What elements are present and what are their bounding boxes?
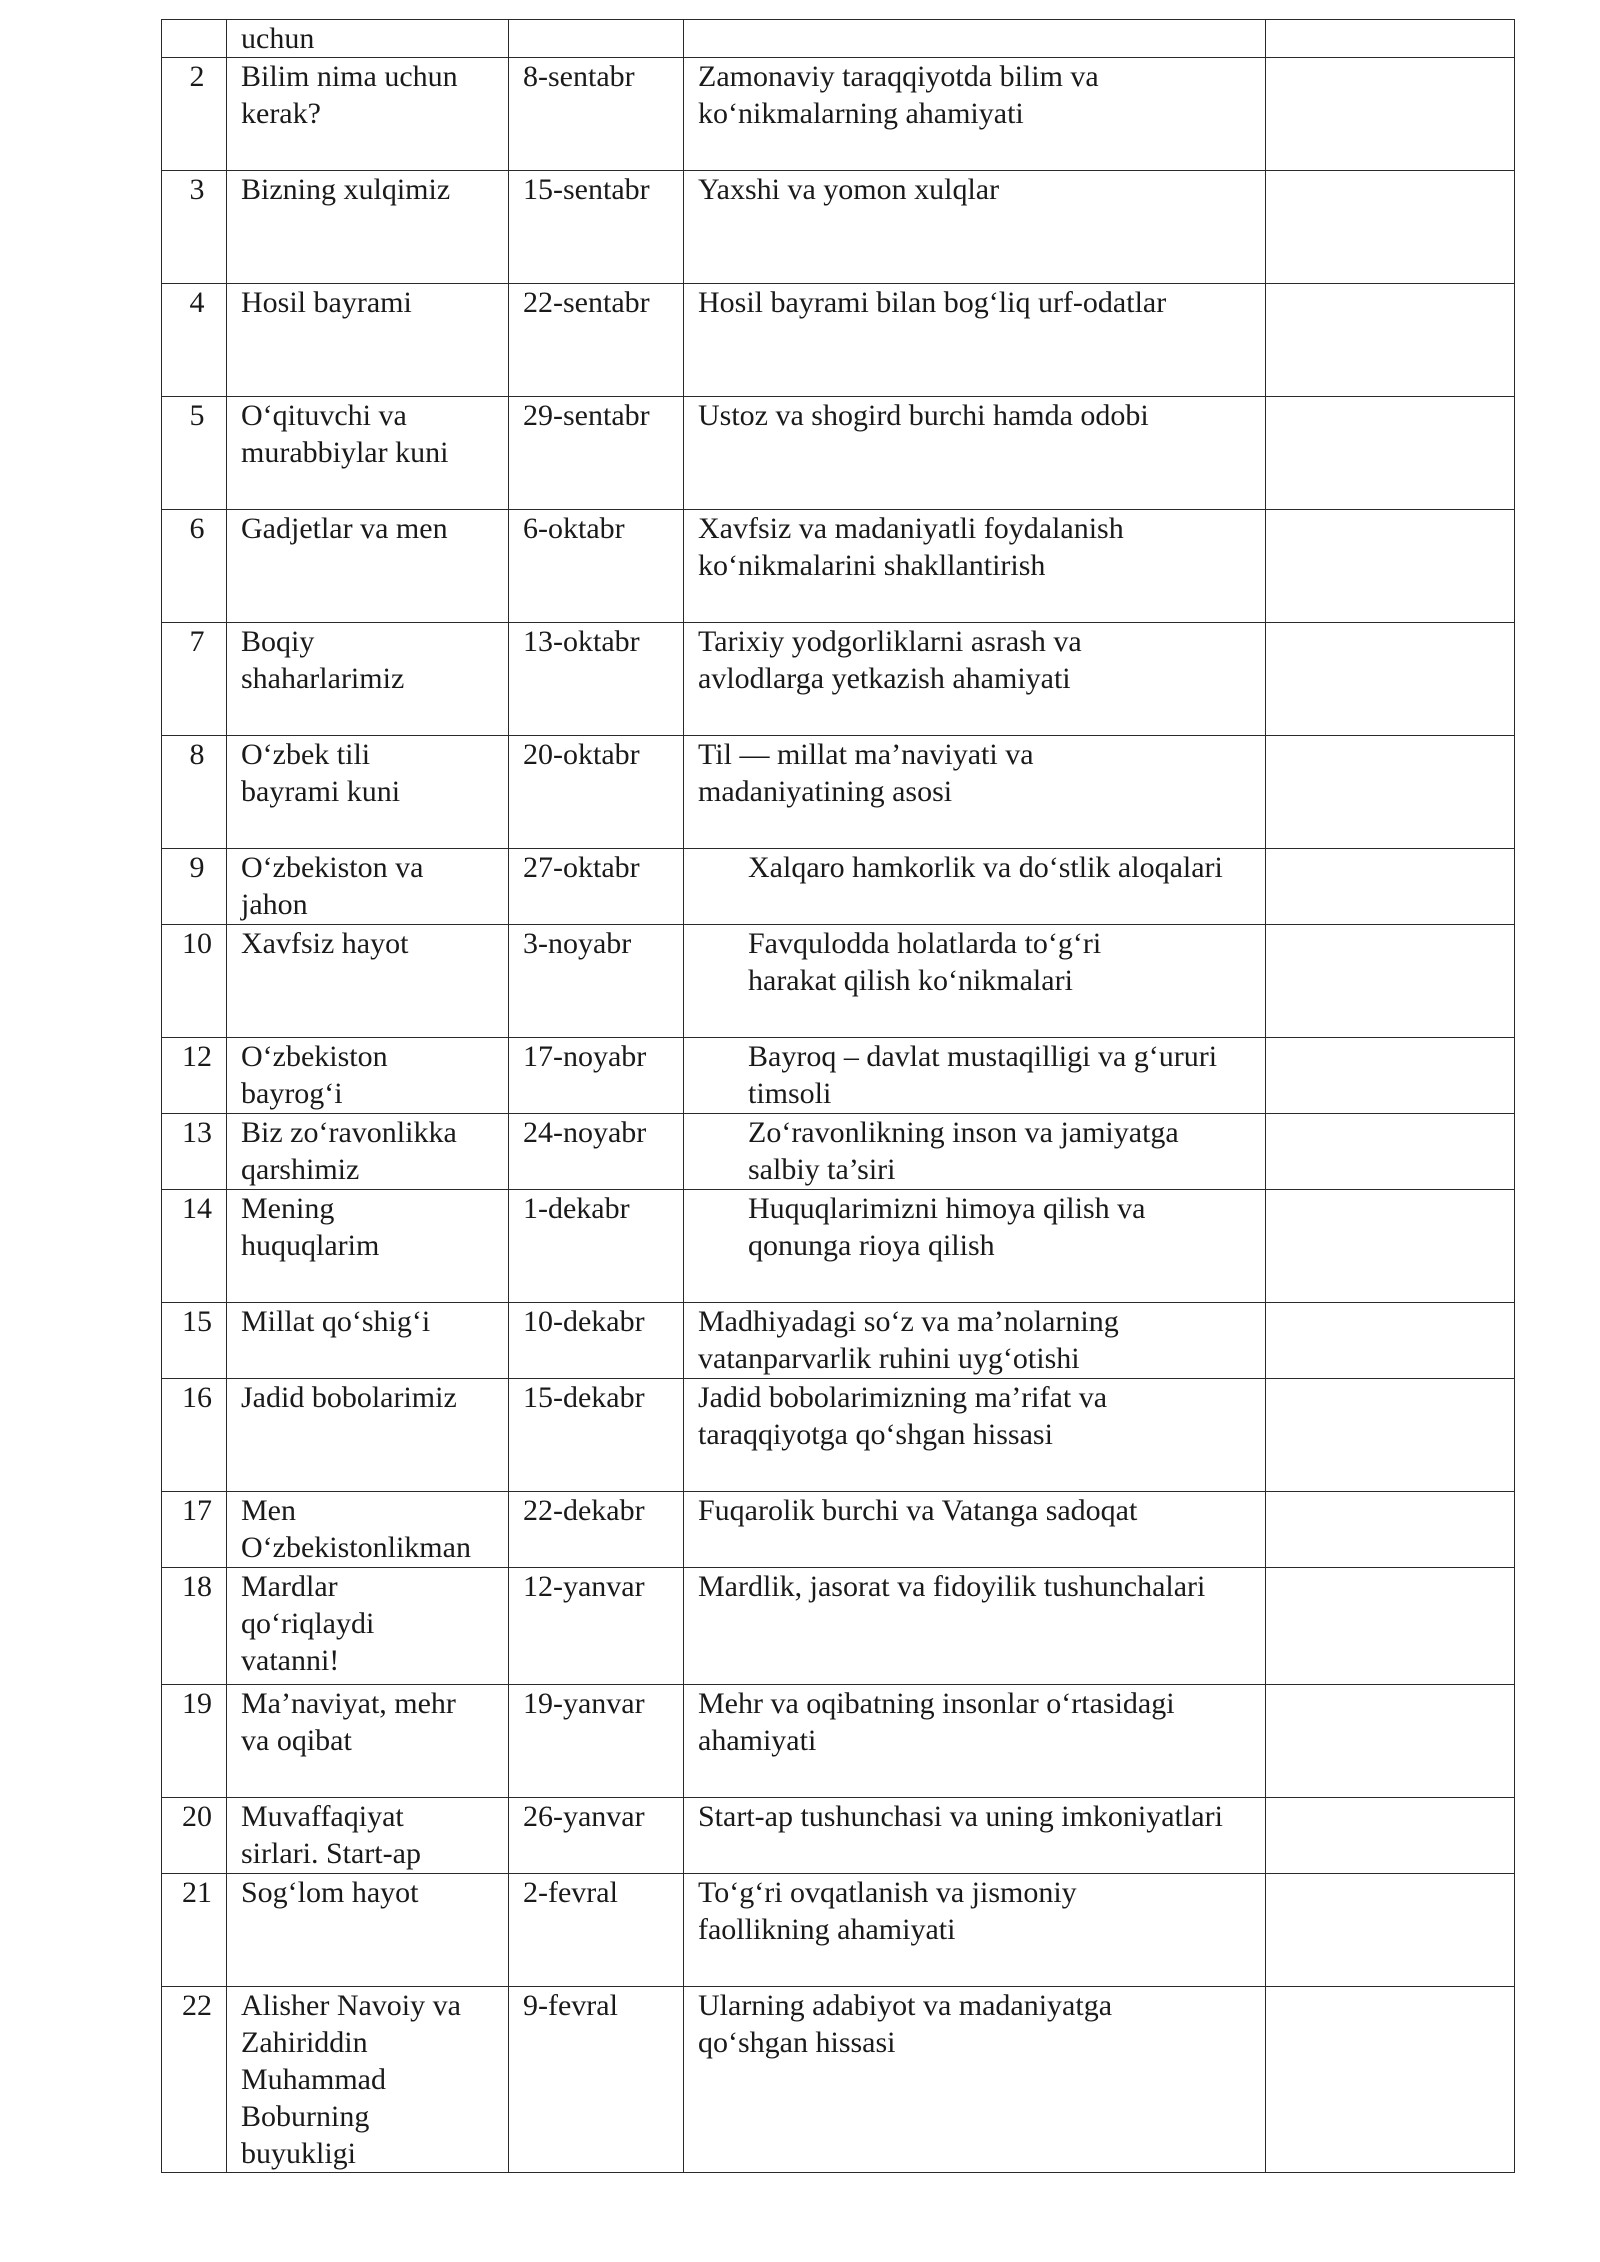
empty-cell bbox=[1266, 284, 1515, 397]
description-cell: Xalqaro hamkorlik va do‘stlik aloqalari bbox=[684, 849, 1266, 925]
table-row bbox=[162, 1379, 1515, 1492]
date-cell: 1-dekabr bbox=[509, 1190, 684, 1303]
date-cell: 27-oktabr bbox=[509, 849, 684, 925]
empty-cell bbox=[1266, 623, 1515, 736]
schedule-table bbox=[161, 19, 1515, 2173]
table-row bbox=[162, 397, 1515, 510]
date-cell bbox=[509, 20, 684, 58]
date-cell: 26-yanvar bbox=[509, 1798, 684, 1874]
empty-cell bbox=[1266, 510, 1515, 623]
empty-cell bbox=[1266, 1303, 1515, 1379]
table-row bbox=[162, 510, 1515, 623]
date-cell: 6-oktabr bbox=[509, 510, 684, 623]
description-cell: Yaxshi va yomon xulqlar bbox=[684, 171, 1266, 284]
date-cell: 2-fevral bbox=[509, 1874, 684, 1987]
description-cell: Jadid bobolarimizning ma’rifat va taraqqiyotga qo‘shgan hissasi bbox=[684, 1379, 1266, 1492]
description-cell: Tarixiy yodgorliklarni asrash va avlodlarga yetkazish ahamiyati bbox=[684, 623, 1266, 736]
date-cell: 19-yanvar bbox=[509, 1685, 684, 1798]
table-row bbox=[162, 1303, 1515, 1379]
topic-cell: Alisher Navoiy va Zahiriddin Muhammad Boburning buyukligi bbox=[227, 1987, 509, 2173]
topic-cell: Ma’naviyat, mehr va oqibat bbox=[227, 1685, 509, 1798]
description-cell: Madhiyadagi so‘z va ma’nolarning vatanparvarlik ruhini uyg‘otishi bbox=[684, 1303, 1266, 1379]
description-cell: Xavfsiz va madaniyatli foydalanish ko‘nikmalarini shakllantirish bbox=[684, 510, 1266, 623]
topic-cell: O‘zbek tili bayrami kuni bbox=[227, 736, 509, 849]
topic-cell: Mardlar qo‘riqlaydi vatanni! bbox=[227, 1568, 509, 1685]
row-number-cell: 18 bbox=[162, 1568, 227, 1685]
description-cell: Fuqarolik burchi va Vatanga sadoqat bbox=[684, 1492, 1266, 1568]
row-number-cell: 6 bbox=[162, 510, 227, 623]
table-row bbox=[162, 1874, 1515, 1987]
empty-cell bbox=[1266, 58, 1515, 171]
empty-cell bbox=[1266, 1038, 1515, 1114]
topic-cell: Hosil bayrami bbox=[227, 284, 509, 397]
row-number-cell: 10 bbox=[162, 925, 227, 1038]
description-cell: Start-ap tushunchasi va uning imkoniyatlari bbox=[684, 1798, 1266, 1874]
description-cell bbox=[684, 20, 1266, 58]
empty-cell bbox=[1266, 171, 1515, 284]
date-cell: 3-noyabr bbox=[509, 925, 684, 1038]
empty-cell bbox=[1266, 1568, 1515, 1685]
row-number-cell: 3 bbox=[162, 171, 227, 284]
row-number-cell: 16 bbox=[162, 1379, 227, 1492]
topic-cell: Mening huquqlarim bbox=[227, 1190, 509, 1303]
description-cell: Til — millat ma’naviyati va madaniyatining asosi bbox=[684, 736, 1266, 849]
topic-cell: Muvaffaqiyat sirlari. Start-ap bbox=[227, 1798, 509, 1874]
row-number-cell: 15 bbox=[162, 1303, 227, 1379]
date-cell: 13-oktabr bbox=[509, 623, 684, 736]
empty-cell bbox=[1266, 1987, 1515, 2173]
row-number-cell bbox=[162, 20, 227, 58]
topic-cell: Jadid bobolarimiz bbox=[227, 1379, 509, 1492]
row-number-cell: 21 bbox=[162, 1874, 227, 1987]
row-number-cell: 19 bbox=[162, 1685, 227, 1798]
table-row bbox=[162, 171, 1515, 284]
date-cell: 22-dekabr bbox=[509, 1492, 684, 1568]
topic-cell: uchun bbox=[227, 20, 509, 58]
topic-cell: O‘zbekiston bayrog‘i bbox=[227, 1038, 509, 1114]
row-number-cell: 12 bbox=[162, 1038, 227, 1114]
date-cell: 24-noyabr bbox=[509, 1114, 684, 1190]
schedule-table-body bbox=[162, 20, 1515, 2173]
empty-cell bbox=[1266, 397, 1515, 510]
topic-cell: Boqiy shaharlarimiz bbox=[227, 623, 509, 736]
table-row bbox=[162, 925, 1515, 1038]
date-cell: 22-sentabr bbox=[509, 284, 684, 397]
date-cell: 15-sentabr bbox=[509, 171, 684, 284]
row-number-cell: 4 bbox=[162, 284, 227, 397]
table-row bbox=[162, 1038, 1515, 1114]
table-row bbox=[162, 623, 1515, 736]
date-cell: 12-yanvar bbox=[509, 1568, 684, 1685]
topic-cell: O‘qituvchi va murabbiylar kuni bbox=[227, 397, 509, 510]
topic-cell: Men O‘zbekistonlikman bbox=[227, 1492, 509, 1568]
description-cell: Ularning adabiyot va madaniyatga qo‘shgan hissasi bbox=[684, 1987, 1266, 2173]
date-cell: 8-sentabr bbox=[509, 58, 684, 171]
empty-cell bbox=[1266, 1492, 1515, 1568]
table-row bbox=[162, 58, 1515, 171]
description-cell: Hosil bayrami bilan bog‘liq urf-odatlar bbox=[684, 284, 1266, 397]
table-row bbox=[162, 284, 1515, 397]
empty-cell bbox=[1266, 1874, 1515, 1987]
empty-cell bbox=[1266, 1114, 1515, 1190]
empty-cell bbox=[1266, 1798, 1515, 1874]
row-number-cell: 13 bbox=[162, 1114, 227, 1190]
row-number-cell: 20 bbox=[162, 1798, 227, 1874]
topic-cell: O‘zbekiston va jahon bbox=[227, 849, 509, 925]
row-number-cell: 14 bbox=[162, 1190, 227, 1303]
row-number-cell: 17 bbox=[162, 1492, 227, 1568]
description-cell: Zamonaviy taraqqiyotda bilim va ko‘nikmalarning ahamiyati bbox=[684, 58, 1266, 171]
table-row bbox=[162, 1190, 1515, 1303]
table-row bbox=[162, 20, 1515, 58]
row-number-cell: 22 bbox=[162, 1987, 227, 2173]
description-cell: Huquqlarimizni himoya qilish va qonunga rioya qilish bbox=[684, 1190, 1266, 1303]
description-cell: Bayroq – davlat mustaqilligi va g‘ururi timsoli bbox=[684, 1038, 1266, 1114]
empty-cell bbox=[1266, 1379, 1515, 1492]
empty-cell bbox=[1266, 925, 1515, 1038]
row-number-cell: 2 bbox=[162, 58, 227, 171]
row-number-cell: 9 bbox=[162, 849, 227, 925]
date-cell: 20-oktabr bbox=[509, 736, 684, 849]
date-cell: 9-fevral bbox=[509, 1987, 684, 2173]
description-cell: To‘g‘ri ovqatlanish va jismoniy faollikning ahamiyati bbox=[684, 1874, 1266, 1987]
description-cell: Zo‘ravonlikning inson va jamiyatga salbiy ta’siri bbox=[684, 1114, 1266, 1190]
topic-cell: Bilim nima uchun kerak? bbox=[227, 58, 509, 171]
empty-cell bbox=[1266, 1685, 1515, 1798]
date-cell: 17-noyabr bbox=[509, 1038, 684, 1114]
row-number-cell: 7 bbox=[162, 623, 227, 736]
topic-cell: Gadjetlar va men bbox=[227, 510, 509, 623]
table-row bbox=[162, 1492, 1515, 1568]
row-number-cell: 5 bbox=[162, 397, 227, 510]
table-row bbox=[162, 1987, 1515, 2173]
table-row bbox=[162, 736, 1515, 849]
description-cell: Ustoz va shogird burchi hamda odobi bbox=[684, 397, 1266, 510]
date-cell: 15-dekabr bbox=[509, 1379, 684, 1492]
topic-cell: Bizning xulqimiz bbox=[227, 171, 509, 284]
topic-cell: Xavfsiz hayot bbox=[227, 925, 509, 1038]
topic-cell: Biz zo‘ravonlikka qarshimiz bbox=[227, 1114, 509, 1190]
date-cell: 10-dekabr bbox=[509, 1303, 684, 1379]
empty-cell bbox=[1266, 20, 1515, 58]
table-row bbox=[162, 1568, 1515, 1685]
empty-cell bbox=[1266, 1190, 1515, 1303]
row-number-cell: 8 bbox=[162, 736, 227, 849]
description-cell: Mehr va oqibatning insonlar o‘rtasidagi ahamiyati bbox=[684, 1685, 1266, 1798]
empty-cell bbox=[1266, 736, 1515, 849]
topic-cell: Sog‘lom hayot bbox=[227, 1874, 509, 1987]
table-row bbox=[162, 1114, 1515, 1190]
table-row bbox=[162, 849, 1515, 925]
empty-cell bbox=[1266, 849, 1515, 925]
topic-cell: Millat qo‘shig‘i bbox=[227, 1303, 509, 1379]
table-row bbox=[162, 1685, 1515, 1798]
description-cell: Mardlik, jasorat va fidoyilik tushunchalari bbox=[684, 1568, 1266, 1685]
description-cell: Favqulodda holatlarda to‘g‘ri harakat qilish ko‘nikmalari bbox=[684, 925, 1266, 1038]
table-row bbox=[162, 1798, 1515, 1874]
date-cell: 29-sentabr bbox=[509, 397, 684, 510]
